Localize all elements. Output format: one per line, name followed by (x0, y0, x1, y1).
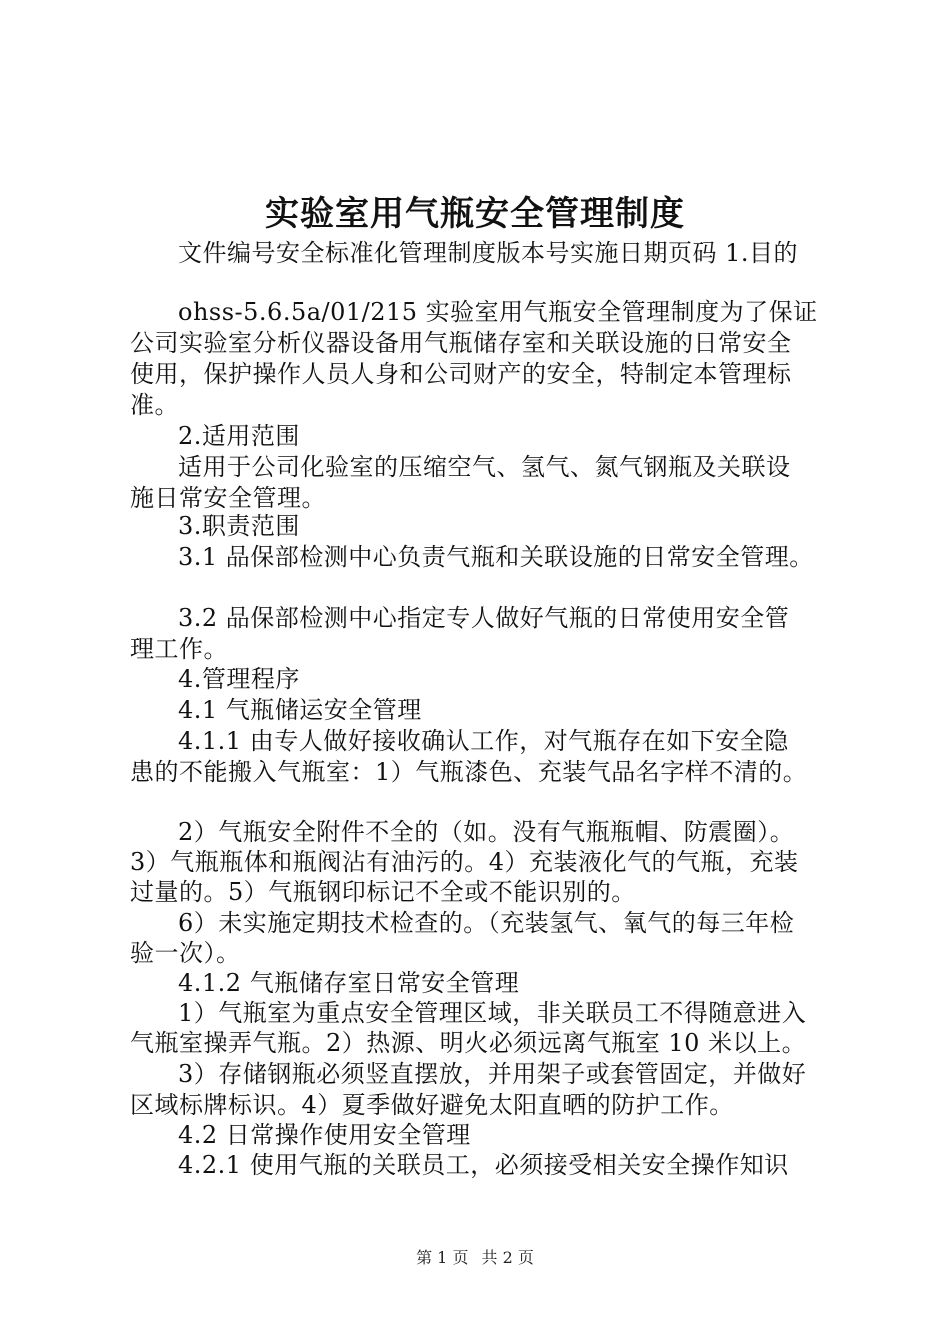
page-number: 第 1 页 (416, 1248, 469, 1267)
section-heading: 2.适用范围 (178, 422, 300, 450)
page-total: 共 2 页 (481, 1248, 534, 1267)
section-heading: 4.管理程序 (178, 665, 300, 693)
body-line: 3.1 品保部检测中心负责气瓶和关联设施的日常安全管理。 (178, 543, 814, 571)
document-title: 实验室用气瓶安全管理制度 (265, 194, 685, 234)
body-line: 2）气瓶安全附件不全的（如。没有气瓶瓶帽、防震圈）。 (178, 818, 795, 846)
body-line: ohss-5.6.5a/01/215 实验室用气瓶安全管理制度为了保证 (178, 298, 818, 326)
body-line: 3）存储钢瓶必须竖直摆放，并用架子或套管固定，并做好 (178, 1060, 807, 1088)
body-line: 使用，保护操作人员人身和公司财产的安全，特制定本管理标 (130, 360, 792, 388)
body-line: 公司实验室分析仪器设备用气瓶储存室和关联设施的日常安全 (130, 329, 792, 357)
body-line: 3.2 品保部检测中心指定专人做好气瓶的日常使用安全管 (178, 604, 790, 632)
body-line: 4.2.1 使用气瓶的关联员工，必须接受相关安全操作知识 (178, 1151, 789, 1179)
body-line: 准。 (130, 391, 179, 419)
body-line: 气瓶室操弄气瓶。2）热源、明火必须远离气瓶室 10 米以上。 (130, 1029, 807, 1057)
body-line: 理工作。 (130, 635, 228, 663)
section-heading: 4.1 气瓶储运安全管理 (178, 696, 422, 724)
body-line: 施日常安全管理。 (130, 484, 326, 512)
body-line: 验一次）。 (130, 939, 241, 967)
page-footer (0, 1245, 950, 1268)
body-line: 过量的。5）气瓶钢印标记不全或不能识别的。 (130, 878, 636, 906)
body-line: 3）气瓶瓶体和瓶阀沾有油污的。4）充装液化气的气瓶，充装 (130, 848, 799, 876)
section-heading: 4.2 日常操作使用安全管理 (178, 1121, 471, 1149)
body-line: 1）气瓶室为重点安全管理区域，非关联员工不得随意进入 (178, 999, 807, 1027)
section-heading: 3.职责范围 (178, 512, 300, 540)
body-line: 区域标牌标识。4）夏季做好避免太阳直晒的防护工作。 (130, 1091, 734, 1119)
section-heading: 4.1.2 气瓶储存室日常安全管理 (178, 969, 520, 997)
body-line: 适用于公司化验室的压缩空气、氢气、氮气钢瓶及关联设 (178, 453, 791, 481)
body-line: 4.1.1 由专人做好接收确认工作，对气瓶存在如下安全隐 (178, 727, 789, 755)
body-line: 患的不能搬入气瓶室：1）气瓶漆色、充装气品名字样不清的。 (130, 758, 808, 786)
body-line: 文件编号安全标准化管理制度版本号实施日期页码 1.目的 (178, 239, 799, 267)
body-line: 6）未实施定期技术检查的。（充装氢气、氧气的每三年检 (178, 909, 795, 937)
